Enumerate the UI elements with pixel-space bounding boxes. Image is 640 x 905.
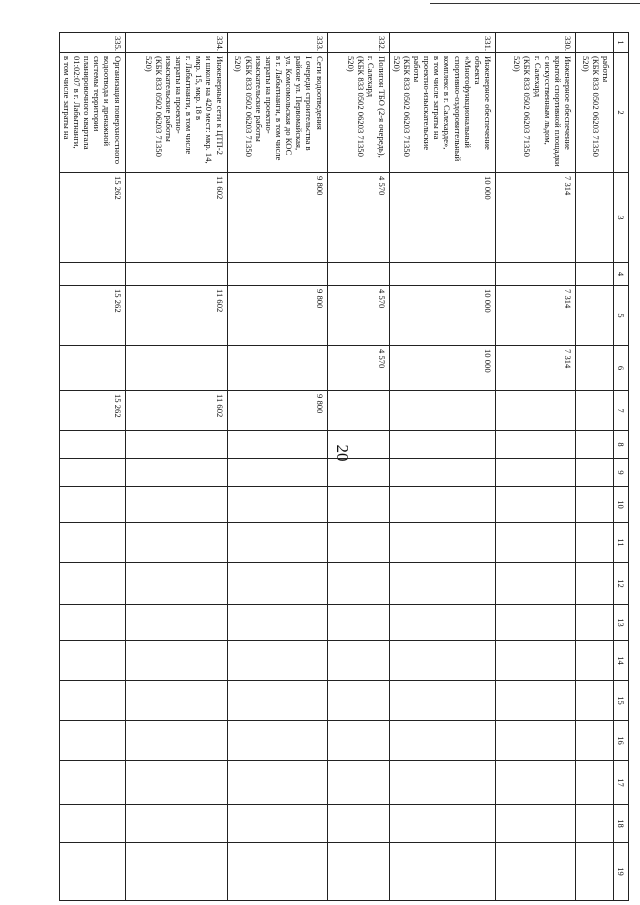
empty-cell	[389, 487, 495, 523]
row-number: 334.	[125, 33, 227, 53]
cell-col3: 15 262	[59, 173, 125, 263]
table-row	[327, 33, 389, 901]
empty-cell	[125, 523, 227, 563]
column-header: 5	[613, 286, 628, 346]
table-row	[59, 33, 125, 901]
row-number: 333.	[227, 33, 327, 53]
empty-cell	[327, 641, 389, 681]
empty-cell	[575, 641, 613, 681]
empty-cell	[59, 459, 125, 487]
empty-cell	[125, 431, 227, 459]
empty-cell	[575, 681, 613, 721]
column-header: 11	[613, 523, 628, 563]
cell-col6: 4 570	[327, 346, 389, 391]
empty-cell	[125, 721, 227, 761]
empty-cell	[495, 605, 575, 641]
cell-col6	[59, 346, 125, 391]
empty-cell	[575, 563, 613, 605]
cell-col4	[327, 263, 389, 286]
cell-col7: 9 800	[227, 391, 327, 431]
row-description: Организация поверхностного водоотвода и дренажной системы территории планировочного квартала 01:02:07 в г. Лабытнанги, в том числе затраты на	[59, 53, 125, 173]
empty-cell	[495, 431, 575, 459]
empty-cell	[575, 761, 613, 805]
cell-col3: 9 800	[227, 173, 327, 263]
empty-cell	[575, 487, 613, 523]
row-number: 332.	[327, 33, 389, 53]
empty-cell	[327, 487, 389, 523]
cell-col6: 7 314	[495, 346, 575, 391]
empty-cell	[495, 523, 575, 563]
cell-col3: 7 314	[495, 173, 575, 263]
empty-cell	[389, 605, 495, 641]
column-header: 7	[613, 391, 628, 431]
empty-cell	[59, 431, 125, 459]
row-description: Полигон ТБО (2-я очередь), г. Салехард (КБК 833 0502 06203 71350 520)	[327, 53, 389, 173]
cell-col5: 15 262	[59, 286, 125, 346]
cell-col5: 9 800	[227, 286, 327, 346]
empty-cell	[389, 563, 495, 605]
cell-col6	[125, 346, 227, 391]
table-row	[227, 33, 327, 901]
cell-col6: 10 000	[389, 346, 495, 391]
empty-cell	[227, 681, 327, 721]
empty-cell	[389, 523, 495, 563]
empty-cell	[125, 563, 227, 605]
column-header: 4	[613, 263, 628, 286]
empty-cell	[59, 761, 125, 805]
cell-col7	[327, 391, 389, 431]
empty-cell	[575, 431, 613, 459]
empty-cell	[389, 681, 495, 721]
empty-cell	[125, 605, 227, 641]
empty-cell	[125, 487, 227, 523]
empty-cell	[59, 805, 125, 843]
empty-cell	[227, 721, 327, 761]
empty-cell	[327, 805, 389, 843]
empty-cell	[575, 459, 613, 487]
empty-cell	[125, 761, 227, 805]
empty-cell	[495, 805, 575, 843]
empty-cell	[327, 431, 389, 459]
top-rule	[430, 3, 640, 4]
row-description: Инженерное обеспечение крытой спортивной площадки с искусственным льдом, г. Салехард (КБК 833 0502 06203 71350 520)	[495, 53, 575, 173]
empty-cell	[495, 721, 575, 761]
table-row	[575, 33, 613, 901]
empty-cell	[327, 721, 389, 761]
empty-cell	[125, 641, 227, 681]
empty-cell	[59, 641, 125, 681]
table-row	[495, 33, 575, 901]
cell-col5: 7 314	[495, 286, 575, 346]
empty-cell	[575, 721, 613, 761]
empty-cell	[227, 843, 327, 901]
empty-cell	[227, 605, 327, 641]
column-header: 17	[613, 761, 628, 805]
empty-cell	[327, 843, 389, 901]
cell-col3	[575, 173, 613, 263]
empty-cell	[227, 805, 327, 843]
empty-cell	[227, 641, 327, 681]
empty-cell	[575, 805, 613, 843]
cell-col3: 10 000	[389, 173, 495, 263]
empty-cell	[125, 805, 227, 843]
cell-col7	[575, 391, 613, 431]
empty-cell	[495, 641, 575, 681]
table-row	[125, 33, 227, 901]
empty-cell	[227, 459, 327, 487]
cell-col3: 4 570	[327, 173, 389, 263]
empty-cell	[59, 721, 125, 761]
empty-cell	[327, 563, 389, 605]
page-number: 20	[333, 444, 352, 462]
cell-col5: 10 000	[389, 286, 495, 346]
row-number	[575, 33, 613, 53]
empty-cell	[495, 761, 575, 805]
column-header: 12	[613, 563, 628, 605]
cell-col4	[389, 263, 495, 286]
column-header: 14	[613, 641, 628, 681]
cell-col7	[389, 391, 495, 431]
cell-col7: 11 602	[125, 391, 227, 431]
cell-col3: 11 602	[125, 173, 227, 263]
empty-cell	[327, 605, 389, 641]
column-header: 16	[613, 721, 628, 761]
empty-cell	[59, 843, 125, 901]
empty-cell	[125, 681, 227, 721]
column-header: 3	[613, 173, 628, 263]
column-header: 6	[613, 346, 628, 391]
empty-cell	[575, 605, 613, 641]
empty-cell	[495, 681, 575, 721]
empty-cell	[495, 563, 575, 605]
empty-cell	[575, 843, 613, 901]
column-header: 2	[613, 53, 628, 173]
column-header: 8	[613, 431, 628, 459]
empty-cell	[327, 523, 389, 563]
empty-cell	[495, 487, 575, 523]
cell-col4	[495, 263, 575, 286]
row-description: работы (КБК 833 0502 06203 71350 520)	[575, 53, 613, 173]
empty-cell	[327, 681, 389, 721]
empty-cell	[227, 761, 327, 805]
column-header: 10	[613, 487, 628, 523]
rotated-table-wrapper	[61, 32, 629, 900]
empty-cell	[59, 681, 125, 721]
cell-col7: 15 262	[59, 391, 125, 431]
cell-col5: 11 602	[125, 286, 227, 346]
empty-cell	[327, 459, 389, 487]
row-description: Инженерные сети к ЦТП-2 и школе на 420 мест: мкр. 14, мкр. 15, мкр. 18 в г. Лабытнанги, в том числе затраты на проектно- изыскательские работы (КБК 833 0502 06203 71350 520)	[125, 53, 227, 173]
column-header: 15	[613, 681, 628, 721]
row-description: Сети водоотведения I очереди строительства в районе ул. Первомайская, ул. Комсомольская до КОС в г. Лабытнанги, в том числе затраты на проектно- изыскательские работы (КБК 833 0502 06203 71350 520)	[227, 53, 327, 173]
table-row	[389, 33, 495, 901]
row-number: 335.	[59, 33, 125, 53]
cell-col7	[495, 391, 575, 431]
cell-col5: 4 570	[327, 286, 389, 346]
empty-cell	[389, 843, 495, 901]
column-header: 18	[613, 805, 628, 843]
header-row	[613, 33, 628, 901]
column-header: 1	[613, 33, 628, 53]
empty-cell	[59, 563, 125, 605]
empty-cell	[227, 487, 327, 523]
empty-cell	[389, 805, 495, 843]
empty-cell	[389, 721, 495, 761]
empty-cell	[389, 641, 495, 681]
empty-cell	[389, 459, 495, 487]
cell-col4	[575, 263, 613, 286]
row-description: Инженерное обеспечение объекта «Многофункциональный спортивно-оздоровительный комплекс в г. Салехарде», в том числе затраты на проектно-изыскательские работы (КБК 833 0502 06203 71350 520)	[389, 53, 495, 173]
empty-cell	[59, 487, 125, 523]
cell-col6	[575, 346, 613, 391]
empty-cell	[125, 843, 227, 901]
column-header: 13	[613, 605, 628, 641]
row-number: 331.	[389, 33, 495, 53]
empty-cell	[327, 761, 389, 805]
empty-cell	[389, 431, 495, 459]
empty-cell	[495, 843, 575, 901]
budget-table	[59, 32, 629, 901]
empty-cell	[227, 431, 327, 459]
table-body	[59, 33, 613, 901]
empty-cell	[227, 523, 327, 563]
empty-cell	[227, 563, 327, 605]
row-number: 330.	[495, 33, 575, 53]
empty-cell	[495, 459, 575, 487]
empty-cell	[59, 605, 125, 641]
cell-col4	[227, 263, 327, 286]
column-header: 19	[613, 843, 628, 901]
cell-col6	[227, 346, 327, 391]
empty-cell	[575, 523, 613, 563]
empty-cell	[125, 459, 227, 487]
cell-col5	[575, 286, 613, 346]
cell-col4	[59, 263, 125, 286]
column-header: 9	[613, 459, 628, 487]
empty-cell	[389, 761, 495, 805]
empty-cell	[59, 523, 125, 563]
cell-col4	[125, 263, 227, 286]
